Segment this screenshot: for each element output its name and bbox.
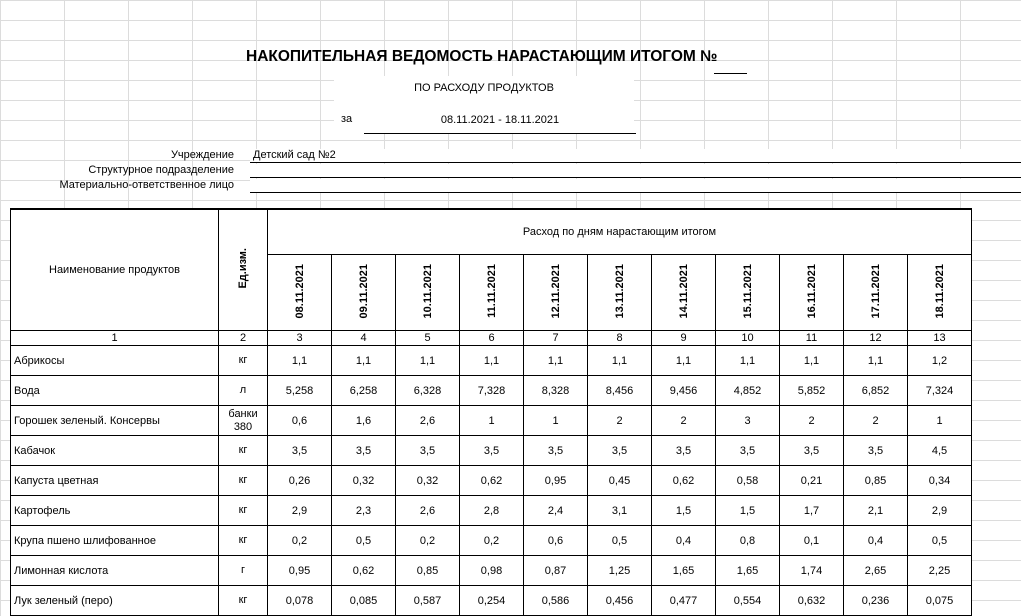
value-cell[interactable]: 0,95 bbox=[524, 466, 588, 496]
table-row bbox=[11, 496, 972, 526]
value-cell[interactable]: 0,32 bbox=[396, 466, 460, 496]
value-cell[interactable]: 7,328 bbox=[460, 376, 524, 406]
value-cell[interactable]: 1,65 bbox=[652, 556, 716, 586]
department-field[interactable] bbox=[250, 164, 1021, 178]
column-number: 1 bbox=[11, 331, 219, 346]
product-name-cell[interactable]: Крупа пшено шлифованное bbox=[11, 526, 219, 556]
value-cell[interactable]: 0,5 bbox=[588, 526, 652, 556]
column-number: 12 bbox=[844, 331, 908, 346]
value-cell[interactable]: 0,236 bbox=[844, 586, 908, 616]
value-cell[interactable]: 0,477 bbox=[652, 586, 716, 616]
value-cell[interactable]: 4,5 bbox=[908, 436, 972, 466]
value-cell[interactable]: 2 bbox=[844, 406, 908, 436]
value-cell[interactable]: 5,852 bbox=[780, 376, 844, 406]
document-subtitle: ПО РАСХОДУ ПРОДУКТОВ bbox=[414, 82, 554, 94]
value-cell[interactable]: 3,5 bbox=[268, 436, 332, 466]
value-cell[interactable]: 1,2 bbox=[908, 346, 972, 376]
value-cell[interactable]: 2,1 bbox=[844, 496, 908, 526]
product-name-cell[interactable]: Лимонная кислота bbox=[11, 556, 219, 586]
value-cell[interactable]: 7,324 bbox=[908, 376, 972, 406]
value-cell[interactable]: 0,5 bbox=[908, 526, 972, 556]
product-name-cell[interactable]: Картофель bbox=[11, 496, 219, 526]
value-cell[interactable]: 1 bbox=[460, 406, 524, 436]
header-date bbox=[460, 255, 524, 331]
value-cell[interactable]: 5,258 bbox=[268, 376, 332, 406]
value-cell[interactable]: 2,3 bbox=[332, 496, 396, 526]
value-cell[interactable]: 8,456 bbox=[588, 376, 652, 406]
department-label: Структурное подразделение bbox=[88, 164, 234, 176]
header-date bbox=[396, 255, 460, 331]
responsible-label: Материально-ответственное лицо bbox=[59, 179, 234, 191]
value-cell[interactable]: 1,1 bbox=[716, 346, 780, 376]
header-daily-consumption: Расход по дням нарастающим итогом bbox=[268, 209, 972, 255]
value-cell[interactable]: 2,8 bbox=[460, 496, 524, 526]
value-cell[interactable]: 1,5 bbox=[716, 496, 780, 526]
value-cell[interactable]: 0,62 bbox=[332, 556, 396, 586]
value-cell[interactable]: 6,852 bbox=[844, 376, 908, 406]
unit-cell[interactable]: л bbox=[219, 376, 268, 406]
value-cell[interactable]: 4,852 bbox=[716, 376, 780, 406]
header-date-label: 13.11.2021 bbox=[613, 263, 626, 319]
value-cell[interactable]: 3,5 bbox=[332, 436, 396, 466]
value-cell[interactable]: 6,258 bbox=[332, 376, 396, 406]
document-number-line[interactable] bbox=[714, 73, 747, 74]
unit-cell[interactable]: кг bbox=[219, 466, 268, 496]
header-date bbox=[268, 255, 332, 331]
table-row bbox=[11, 406, 972, 436]
header-date-label: 09.11.2021 bbox=[357, 263, 370, 319]
value-cell[interactable]: 0,586 bbox=[524, 586, 588, 616]
unit-cell[interactable]: кг bbox=[219, 586, 268, 616]
value-cell[interactable]: 0,5 bbox=[332, 526, 396, 556]
value-cell[interactable]: 0,4 bbox=[652, 526, 716, 556]
value-cell[interactable]: 0,254 bbox=[460, 586, 524, 616]
value-cell[interactable]: 1,65 bbox=[716, 556, 780, 586]
value-cell[interactable]: 2,25 bbox=[908, 556, 972, 586]
value-cell[interactable]: 1,1 bbox=[460, 346, 524, 376]
header-date-label: 08.11.2021 bbox=[293, 263, 306, 319]
value-cell[interactable]: 0,34 bbox=[908, 466, 972, 496]
unit-cell[interactable]: кг bbox=[219, 496, 268, 526]
responsible-field[interactable] bbox=[250, 179, 1021, 193]
value-cell[interactable]: 1 bbox=[908, 406, 972, 436]
institution-field[interactable]: Детский сад №2 bbox=[250, 149, 1021, 163]
value-cell[interactable]: 3,5 bbox=[844, 436, 908, 466]
value-cell[interactable]: 0,6 bbox=[524, 526, 588, 556]
value-cell[interactable]: 3,1 bbox=[588, 496, 652, 526]
value-cell[interactable]: 1,5 bbox=[652, 496, 716, 526]
value-cell[interactable]: 3,5 bbox=[652, 436, 716, 466]
period-label: за bbox=[341, 113, 353, 125]
header-date-label: 12.11.2021 bbox=[549, 263, 562, 319]
value-cell[interactable]: 0,95 bbox=[268, 556, 332, 586]
value-cell[interactable]: 2,6 bbox=[396, 406, 460, 436]
value-cell[interactable]: 1,1 bbox=[268, 346, 332, 376]
header-date-label: 11.11.2021 bbox=[485, 264, 498, 319]
value-cell[interactable]: 2,6 bbox=[396, 496, 460, 526]
header-date-label: 17.11.2021 bbox=[869, 263, 882, 319]
column-number: 10 bbox=[716, 331, 780, 346]
institution-label: Учреждение bbox=[170, 149, 234, 161]
value-cell[interactable]: 1,1 bbox=[396, 346, 460, 376]
header-date-label: 18.11.2021 bbox=[933, 263, 946, 319]
value-cell[interactable]: 3,5 bbox=[780, 436, 844, 466]
header-date bbox=[588, 255, 652, 331]
product-name-cell[interactable]: Абрикосы bbox=[11, 346, 219, 376]
header-date bbox=[908, 255, 972, 331]
product-name-cell[interactable]: Горошек зеленый. Консервы bbox=[11, 406, 219, 436]
header-product-name: Наименование продуктов bbox=[11, 209, 219, 331]
value-cell[interactable]: 8,328 bbox=[524, 376, 588, 406]
unit-cell[interactable]: кг bbox=[219, 526, 268, 556]
value-cell[interactable]: 0,2 bbox=[268, 526, 332, 556]
document-title: НАКОПИТЕЛЬНАЯ ВЕДОМОСТЬ НАРАСТАЮЩИМ ИТОГОМ № bbox=[246, 48, 718, 65]
header-date bbox=[780, 255, 844, 331]
table-row bbox=[11, 526, 972, 556]
value-cell[interactable]: 1,7 bbox=[780, 496, 844, 526]
product-name-cell[interactable]: Вода bbox=[11, 376, 219, 406]
column-number: 2 bbox=[219, 331, 268, 346]
value-cell[interactable]: 0,078 bbox=[268, 586, 332, 616]
value-cell[interactable]: 2 bbox=[780, 406, 844, 436]
value-cell[interactable]: 0,32 bbox=[332, 466, 396, 496]
value-cell[interactable]: 3,5 bbox=[396, 436, 460, 466]
value-cell[interactable]: 1,1 bbox=[332, 346, 396, 376]
value-cell[interactable]: 3,5 bbox=[716, 436, 780, 466]
column-number: 13 bbox=[908, 331, 972, 346]
value-cell[interactable]: 1,1 bbox=[524, 346, 588, 376]
value-cell[interactable]: 2 bbox=[652, 406, 716, 436]
value-cell[interactable]: 1,1 bbox=[652, 346, 716, 376]
value-cell[interactable]: 3,5 bbox=[460, 436, 524, 466]
value-cell[interactable]: 1,1 bbox=[588, 346, 652, 376]
value-cell[interactable]: 0,085 bbox=[332, 586, 396, 616]
table-row bbox=[11, 436, 972, 466]
value-cell[interactable]: 0,8 bbox=[716, 526, 780, 556]
value-cell[interactable]: 0,2 bbox=[460, 526, 524, 556]
value-cell[interactable]: 0,98 bbox=[460, 556, 524, 586]
value-cell[interactable]: 0,6 bbox=[268, 406, 332, 436]
value-cell[interactable]: 0,1 bbox=[780, 526, 844, 556]
value-cell[interactable]: 1,1 bbox=[844, 346, 908, 376]
value-cell[interactable]: 2,9 bbox=[268, 496, 332, 526]
table-row bbox=[11, 466, 972, 496]
value-cell[interactable]: 0,2 bbox=[396, 526, 460, 556]
value-cell[interactable]: 0,45 bbox=[588, 466, 652, 496]
column-number: 7 bbox=[524, 331, 588, 346]
unit-cell[interactable]: кг bbox=[219, 346, 268, 376]
table-row bbox=[11, 586, 972, 616]
header-date-label: 10.11.2021 bbox=[421, 263, 434, 319]
column-number: 6 bbox=[460, 331, 524, 346]
table-row bbox=[11, 346, 972, 376]
column-number: 4 bbox=[332, 331, 396, 346]
table-row bbox=[11, 556, 972, 586]
value-cell[interactable]: 0,26 bbox=[268, 466, 332, 496]
value-cell[interactable]: 1,25 bbox=[588, 556, 652, 586]
column-number: 9 bbox=[652, 331, 716, 346]
column-number: 5 bbox=[396, 331, 460, 346]
column-number: 3 bbox=[268, 331, 332, 346]
header-date bbox=[524, 255, 588, 331]
value-cell[interactable]: 2,4 bbox=[524, 496, 588, 526]
unit-cell[interactable]: кг bbox=[219, 436, 268, 466]
column-number: 8 bbox=[588, 331, 652, 346]
value-cell[interactable]: 1,1 bbox=[780, 346, 844, 376]
value-cell[interactable]: 0,62 bbox=[652, 466, 716, 496]
value-cell[interactable]: 1,74 bbox=[780, 556, 844, 586]
header-date-label: 16.11.2021 bbox=[805, 263, 818, 319]
column-number: 11 bbox=[780, 331, 844, 346]
header-unit-label: Ед.изм. bbox=[237, 248, 249, 289]
value-cell[interactable]: 0,632 bbox=[780, 586, 844, 616]
value-cell[interactable]: 2,65 bbox=[844, 556, 908, 586]
product-name-cell[interactable]: Лук зеленый (перо) bbox=[11, 586, 219, 616]
product-name-cell[interactable]: Кабачок bbox=[11, 436, 219, 466]
value-cell[interactable]: 3 bbox=[716, 406, 780, 436]
product-name-cell[interactable]: Капуста цветная bbox=[11, 466, 219, 496]
value-cell[interactable]: 9,456 bbox=[652, 376, 716, 406]
value-cell[interactable]: 0,554 bbox=[716, 586, 780, 616]
value-cell[interactable]: 0,85 bbox=[396, 556, 460, 586]
value-cell[interactable]: 3,5 bbox=[588, 436, 652, 466]
header-date-label: 14.11.2021 bbox=[677, 263, 690, 319]
value-cell[interactable]: 6,328 bbox=[396, 376, 460, 406]
unit-cell[interactable]: банки 380 bbox=[219, 406, 268, 436]
value-cell[interactable]: 0,587 bbox=[396, 586, 460, 616]
value-cell[interactable]: 2 bbox=[588, 406, 652, 436]
value-cell[interactable]: 3,5 bbox=[524, 436, 588, 466]
value-cell[interactable]: 1,6 bbox=[332, 406, 396, 436]
consumption-table bbox=[10, 208, 972, 616]
header-date-label: 15.11.2021 bbox=[741, 263, 754, 319]
unit-cell[interactable]: г bbox=[219, 556, 268, 586]
value-cell[interactable]: 0,85 bbox=[844, 466, 908, 496]
period-field[interactable]: 08.11.2021 - 18.11.2021 bbox=[364, 112, 636, 134]
header-unit bbox=[219, 209, 268, 331]
value-cell[interactable]: 2,9 bbox=[908, 496, 972, 526]
header-date bbox=[844, 255, 908, 331]
value-cell[interactable]: 1 bbox=[524, 406, 588, 436]
header-date bbox=[652, 255, 716, 331]
header-date bbox=[332, 255, 396, 331]
value-cell[interactable]: 0,58 bbox=[716, 466, 780, 496]
value-cell[interactable]: 0,62 bbox=[460, 466, 524, 496]
value-cell[interactable]: 0,87 bbox=[524, 556, 588, 586]
table-row bbox=[11, 376, 972, 406]
value-cell[interactable]: 0,4 bbox=[844, 526, 908, 556]
value-cell[interactable]: 0,456 bbox=[588, 586, 652, 616]
header-date bbox=[716, 255, 780, 331]
value-cell[interactable]: 0,21 bbox=[780, 466, 844, 496]
value-cell[interactable]: 0,075 bbox=[908, 586, 972, 616]
